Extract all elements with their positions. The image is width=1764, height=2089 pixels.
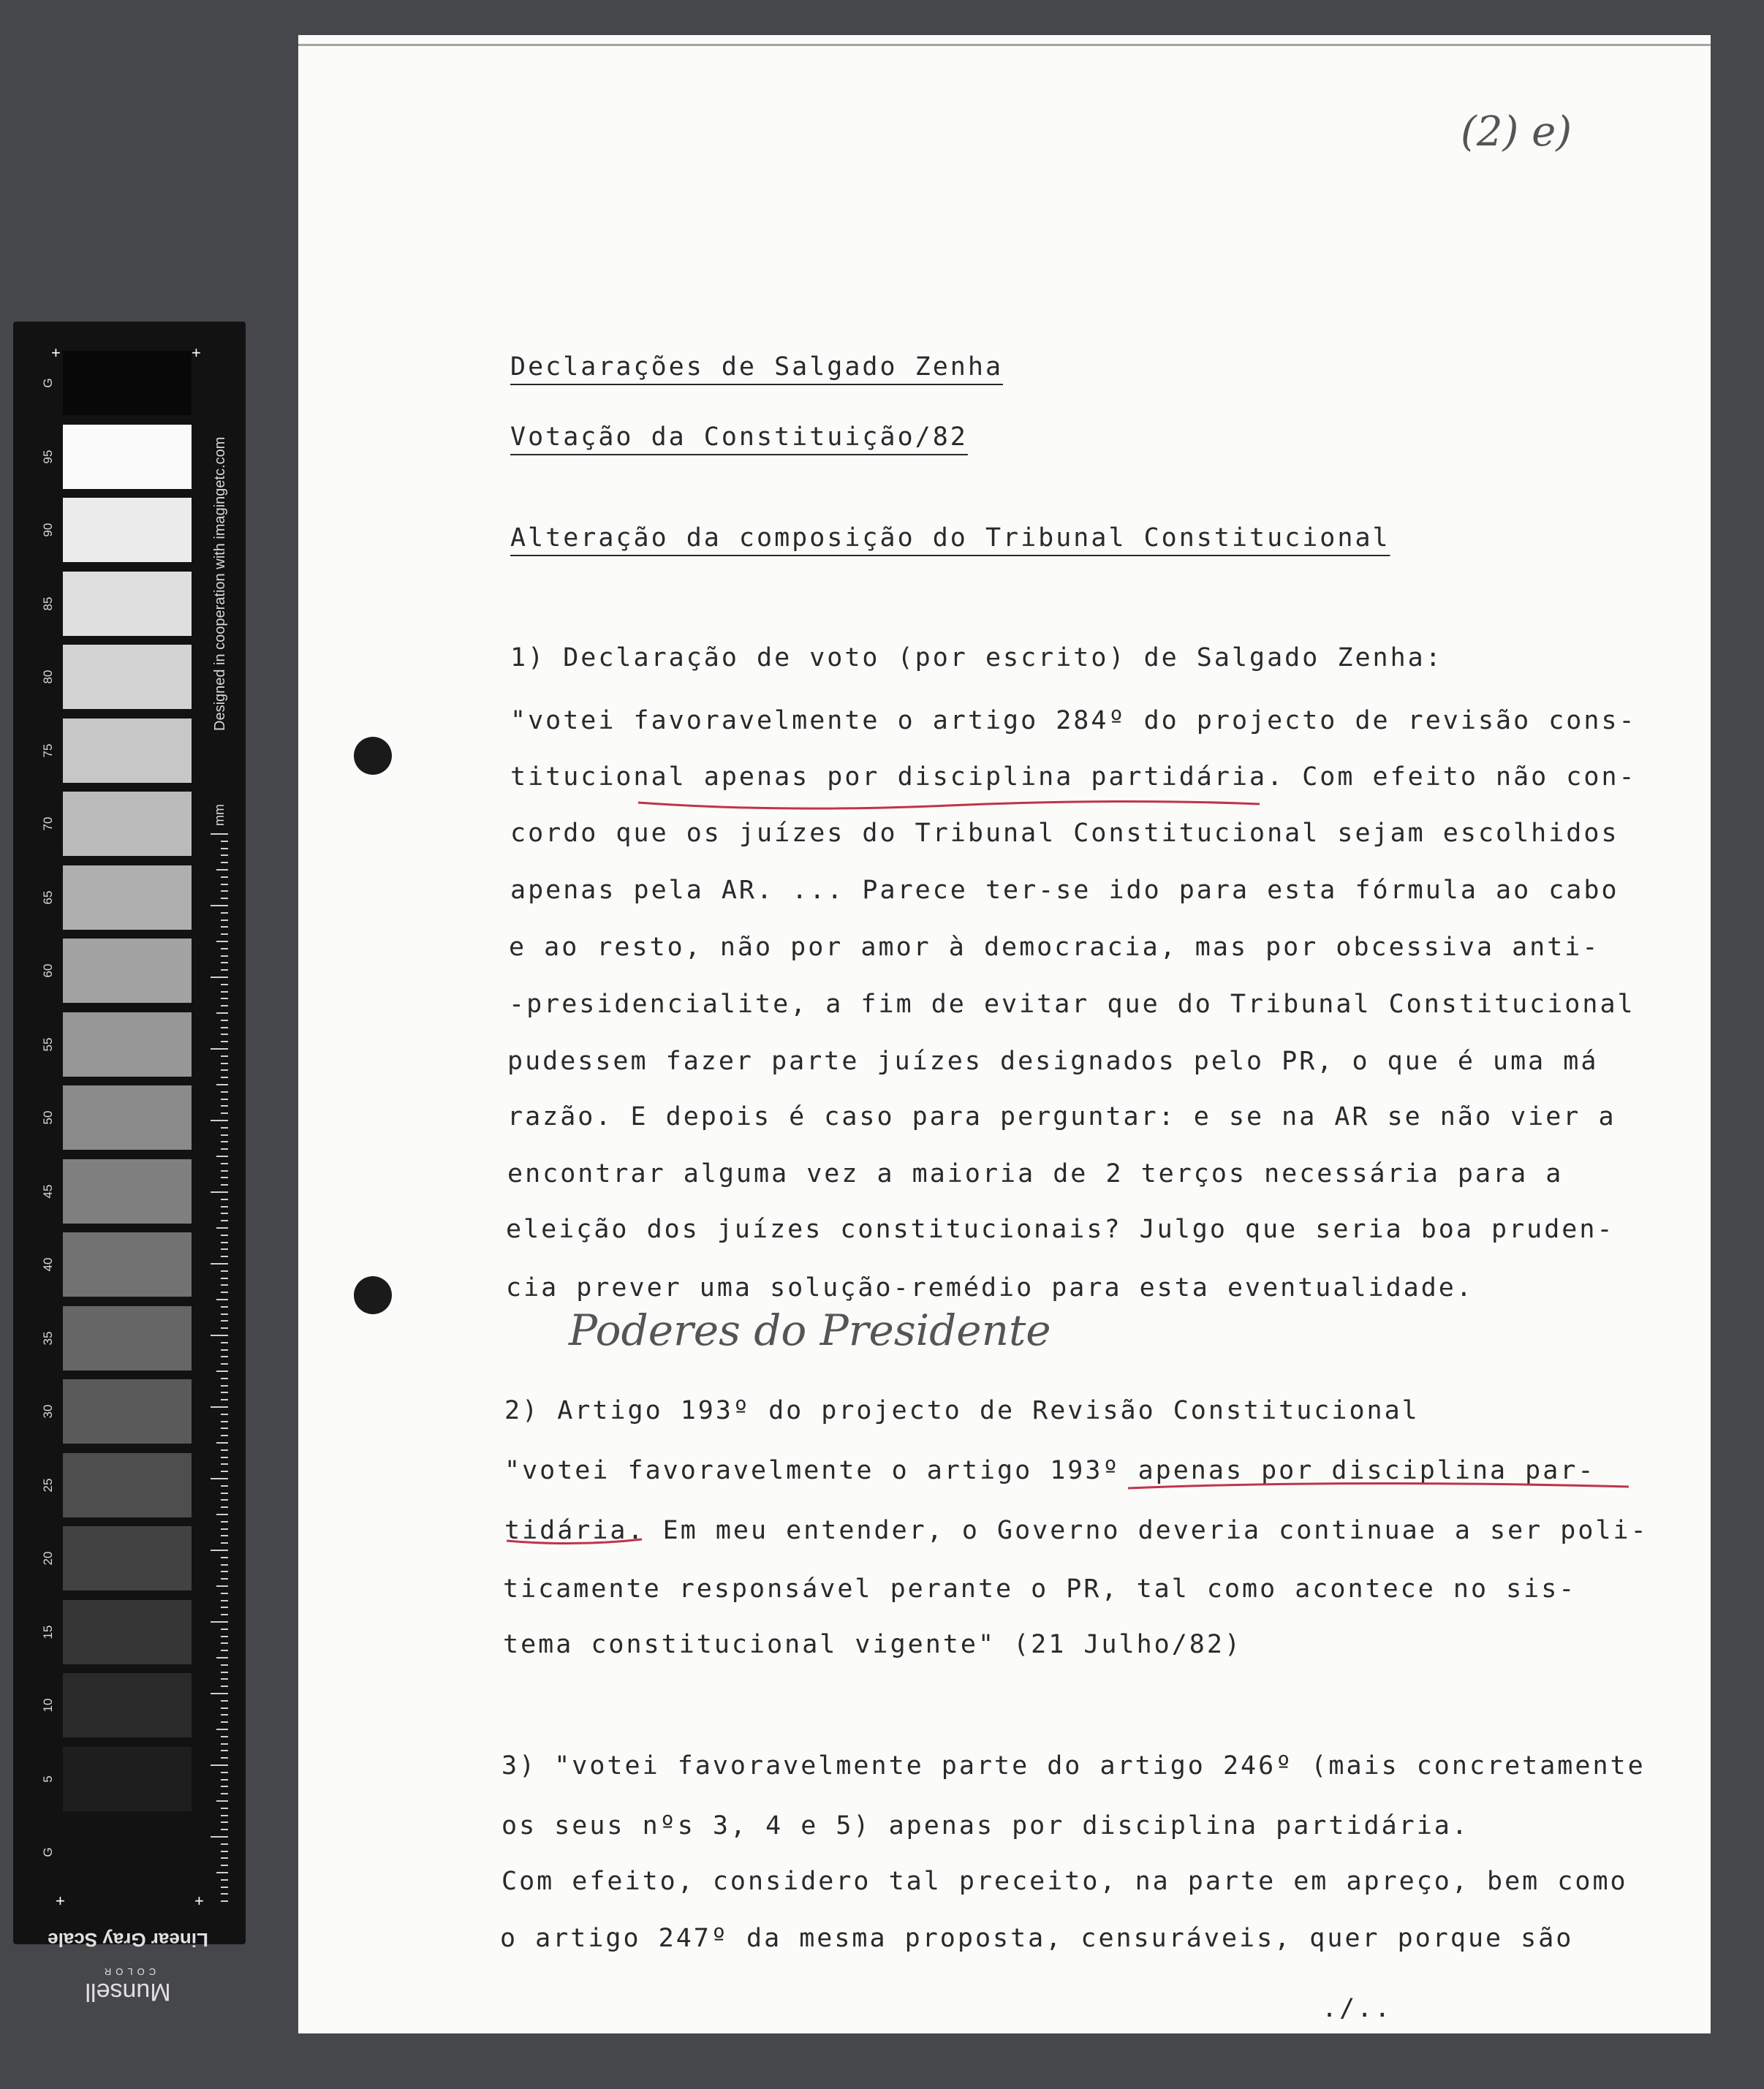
ruler-tick	[221, 1256, 228, 1257]
gray-swatch	[63, 1526, 192, 1591]
red-underline	[635, 788, 1263, 817]
brand-name: Munsell	[85, 1978, 171, 2006]
gray-swatch	[63, 719, 192, 783]
text-line: encontrar alguma vez a maioria de 2 terços necessária para a	[507, 1159, 1564, 1188]
ruler-tick	[221, 1063, 228, 1064]
ruler-tick	[221, 1672, 228, 1673]
ruler-tick	[216, 1299, 228, 1300]
ruler-tick	[211, 1406, 228, 1408]
ruler-tick	[216, 1514, 228, 1515]
ruler-tick	[221, 1721, 228, 1723]
text-line: -presidencialite, a fim de evitar que do Tribunal Constitucional	[509, 990, 1635, 1019]
scale-number: 25	[41, 1478, 55, 1492]
ruler-tick	[221, 1542, 228, 1544]
ruler-tick	[221, 1528, 228, 1530]
ruler-tick	[221, 1736, 228, 1737]
ruler-tick	[211, 1120, 228, 1121]
ruler-tick	[221, 1242, 228, 1243]
ruler-tick	[221, 1091, 228, 1093]
ruler-tick	[221, 1664, 228, 1666]
ruler-tick	[221, 1471, 228, 1472]
ruler-tick	[221, 1034, 228, 1035]
ruler-tick	[221, 1629, 228, 1630]
ruler-tick	[221, 1363, 228, 1365]
ruler-tick	[221, 1808, 228, 1809]
scale-number: 5	[41, 1775, 55, 1783]
ruler-tick	[221, 1686, 228, 1687]
ruler-tick	[221, 1793, 228, 1794]
plus-mark: +	[194, 1892, 204, 1910]
scale-brand	[44, 1966, 212, 2006]
ruler-tick	[216, 1156, 228, 1157]
ruler-tick	[216, 1370, 228, 1372]
ruler-tick	[221, 1206, 228, 1207]
scale-number: 85	[41, 596, 55, 610]
gray-swatch	[63, 1232, 192, 1297]
ruler-tick	[221, 1535, 228, 1536]
gray-swatch	[63, 1747, 192, 1811]
ruler-tick	[221, 933, 228, 935]
scale-number: 45	[41, 1184, 55, 1198]
gray-swatch	[63, 425, 192, 489]
scale-number: 35	[41, 1331, 55, 1345]
ruler-tick	[216, 1227, 228, 1229]
ruler-tick	[216, 1800, 228, 1802]
scale-number: 95	[41, 450, 55, 463]
text-line: 3) "votei favoravelmente parte do artigo 246º (mais concretamente	[501, 1751, 1646, 1781]
gray-swatch	[63, 351, 192, 415]
gray-swatch	[63, 1600, 192, 1664]
ruler-tick	[211, 1048, 228, 1050]
text-line: 1) Declaração de voto (por escrito) de Salgado Zenha:	[510, 643, 1443, 672]
gray-swatch	[63, 1159, 192, 1224]
ruler-tick	[221, 1220, 228, 1221]
text-line: tidária. Em meu entender, o Governo deveria continuae a ser poli-	[504, 1516, 1648, 1545]
ruler-tick	[221, 1879, 228, 1881]
ruler-tick	[221, 1248, 228, 1250]
ruler-tick	[216, 869, 228, 871]
punch-hole	[354, 1276, 392, 1314]
scale-number: 75	[41, 743, 55, 757]
ruler-tick	[221, 1284, 228, 1286]
ruler-tick	[221, 1600, 228, 1601]
gray-scale-card	[13, 322, 246, 1944]
scale-number: 40	[41, 1257, 55, 1272]
gray-swatch	[63, 1820, 192, 1884]
ruler-tick	[221, 962, 228, 963]
scale-title: Linear Gray Scale	[48, 1929, 208, 1951]
ruler-tick	[221, 1127, 228, 1129]
ruler-tick	[221, 1077, 228, 1078]
ruler-tick	[216, 1872, 228, 1873]
ruler-tick	[221, 1707, 228, 1709]
ruler-tick	[221, 1005, 228, 1006]
ruler-tick	[221, 1564, 228, 1566]
ruler-tick	[221, 1435, 228, 1436]
ruler-tick	[221, 1463, 228, 1465]
ruler-tick	[221, 1385, 228, 1387]
ruler-tick	[221, 1700, 228, 1702]
ruler-tick	[221, 1779, 228, 1781]
scale-credit: Designed in cooperation with imagingetc.com	[212, 436, 228, 731]
ruler-tick	[211, 977, 228, 978]
scale-number: 70	[41, 816, 55, 831]
ruler-tick	[221, 1786, 228, 1787]
ruler-tick	[221, 1184, 228, 1186]
gray-swatch	[63, 1453, 192, 1517]
ruler-tick	[221, 1499, 228, 1501]
gray-swatch	[63, 1306, 192, 1370]
ruler-tick	[221, 1428, 228, 1429]
ruler-tick	[221, 1235, 228, 1236]
ruler-tick	[221, 948, 228, 949]
ruler-tick	[221, 1177, 228, 1178]
ruler-tick	[221, 1743, 228, 1745]
ruler-tick	[221, 1714, 228, 1715]
document-page	[298, 35, 1711, 2033]
page-mark: (2) e)	[1461, 108, 1572, 156]
ruler-tick	[221, 1378, 228, 1379]
heading-title: Declarações de Salgado Zenha	[510, 352, 1004, 382]
scale-number: 60	[41, 963, 55, 978]
ruler-tick	[221, 1815, 228, 1816]
ruler-tick	[211, 905, 228, 906]
ruler-tick	[221, 1213, 228, 1214]
continuation-mark: ./..	[1322, 1994, 1393, 2023]
scale-number: 55	[41, 1037, 55, 1051]
ruler-tick	[221, 1607, 228, 1608]
ruler-tick	[216, 1084, 228, 1085]
text-line: titucional apenas por disciplina partidária. Com efeito não con-	[510, 762, 1637, 792]
ruler-tick	[221, 998, 228, 999]
ruler-tick	[216, 941, 228, 942]
ruler-tick	[221, 884, 228, 885]
ruler-tick	[216, 1729, 228, 1730]
ruler-tick	[221, 1642, 228, 1644]
plus-mark: +	[56, 1892, 65, 1910]
ruler-tick	[221, 1356, 228, 1357]
gray-swatch	[63, 498, 192, 562]
text-line: cordo que os juízes do Tribunal Constitucional sejam escolhidos	[510, 819, 1619, 848]
text-line: 2) Artigo 193º do projecto de Revisão Constitucional	[504, 1396, 1420, 1425]
ruler-tick	[216, 1657, 228, 1658]
ruler-tick	[221, 1485, 228, 1487]
text-line: "votei favoravelmente o artigo 284º do projecto de revisão cons-	[510, 706, 1637, 735]
ruler-tick	[211, 833, 228, 835]
scale-number: G	[41, 1847, 55, 1857]
ruler-tick	[211, 1263, 228, 1265]
ruler-tick	[221, 1506, 228, 1508]
ruler-tick	[221, 862, 228, 863]
ruler-tick	[221, 1055, 228, 1057]
ruler-tick	[221, 1270, 228, 1272]
text-line: Com efeito, considero tal preceito, na parte em apreço, bem como	[501, 1867, 1628, 1896]
ruler-tick	[221, 1421, 228, 1422]
ruler-tick	[221, 1772, 228, 1773]
ruler-tick	[221, 1392, 228, 1393]
text-line: razão. E depois é caso para perguntar: e se na AR se não vier a	[507, 1102, 1616, 1131]
ruler-tick	[221, 1099, 228, 1100]
ruler-tick	[211, 1836, 228, 1838]
ruler-tick	[221, 1349, 228, 1351]
scale-number: 50	[41, 1110, 55, 1125]
ruler-tick	[221, 1636, 228, 1637]
scale-number: 15	[41, 1625, 55, 1639]
ruler-tick	[221, 841, 228, 842]
ruler-tick	[221, 1887, 228, 1888]
text-line: ticamente responsável perante o PR, tal como acontece no sis-	[503, 1574, 1577, 1604]
ruler-tick	[221, 1027, 228, 1028]
ruler-tick	[211, 1764, 228, 1766]
gray-swatch	[63, 865, 192, 930]
handwritten-note: Poderes do Presidente	[569, 1305, 1051, 1355]
text-line: "votei favoravelmente o artigo 193º apenas por disciplina par-	[504, 1456, 1596, 1485]
text-line: eleição dos juízes constitucionais? Julgo que seria boa pruden-	[506, 1215, 1615, 1244]
scale-number: 10	[41, 1698, 55, 1713]
ruler-tick	[221, 890, 228, 892]
ruler-tick	[221, 1292, 228, 1293]
ruler-tick	[221, 1571, 228, 1572]
ruler-tick	[221, 912, 228, 914]
gray-swatch	[63, 645, 192, 709]
text-line: apenas pela AR. ... Parece ter-se ido para esta fórmula ao cabo	[510, 876, 1619, 905]
ruler-tick	[211, 1191, 228, 1193]
ruler-tick	[221, 1614, 228, 1615]
ruler-tick	[221, 876, 228, 878]
ruler-tick	[221, 1857, 228, 1859]
ruler-tick	[221, 1170, 228, 1172]
ruler-tick	[221, 1865, 228, 1866]
ruler-tick	[221, 1041, 228, 1042]
ruler-tick	[221, 984, 228, 985]
text-line: os seus nºs 3, 4 e 5) apenas por disciplina partidária.	[501, 1811, 1469, 1840]
scale-number: 80	[41, 670, 55, 684]
heading-topic: Alteração da composição do Tribunal Constitucional	[510, 523, 1390, 553]
ruler-tick	[211, 1621, 228, 1623]
ruler-tick	[216, 1585, 228, 1587]
ruler-tick	[221, 848, 228, 849]
ruler-tick	[221, 1141, 228, 1142]
ruler-tick	[221, 898, 228, 899]
ruler-tick	[221, 1493, 228, 1494]
ruler-tick	[221, 1306, 228, 1308]
ruler-tick	[221, 1342, 228, 1343]
ruler-tick	[221, 969, 228, 971]
punch-hole	[354, 737, 392, 775]
gray-swatch	[63, 1012, 192, 1077]
ruler-tick	[221, 1757, 228, 1759]
ruler-tick	[221, 1020, 228, 1021]
text-line: e ao resto, não por amor à democracia, mas por obcessiva anti-	[509, 933, 1600, 962]
ruler-tick	[221, 1843, 228, 1845]
ruler-tick	[211, 1478, 228, 1479]
brand-sub: COLOR	[99, 1966, 156, 1977]
ruler-tick	[221, 1148, 228, 1150]
ruler-tick	[221, 1112, 228, 1114]
ruler-tick	[221, 1900, 228, 1902]
ruler-tick	[221, 1593, 228, 1594]
ruler-tick	[211, 1693, 228, 1694]
scale-number: G	[41, 378, 55, 388]
ruler-tick	[221, 1821, 228, 1823]
ruler-tick	[221, 1578, 228, 1580]
scale-number: 65	[41, 890, 55, 904]
gray-swatch	[63, 1673, 192, 1737]
ruler-tick	[221, 1457, 228, 1458]
ruler-tick	[221, 1650, 228, 1651]
ruler-tick	[216, 1012, 228, 1014]
gray-swatch	[63, 792, 192, 856]
text-line: o artigo 247º da mesma proposta, censuráveis, quer porque são	[500, 1924, 1574, 1953]
scale-unit: mm	[212, 804, 227, 826]
plus-mark: +	[51, 344, 61, 362]
ruler-tick	[221, 1557, 228, 1558]
ruler-tick	[221, 1134, 228, 1136]
ruler-tick	[221, 1414, 228, 1415]
ruler-tick	[221, 920, 228, 921]
red-underline	[1124, 1475, 1636, 1504]
ruler-tick	[221, 1449, 228, 1451]
ruler-tick	[221, 1851, 228, 1852]
ruler-tick	[221, 1829, 228, 1830]
ruler-tick	[221, 1199, 228, 1200]
ruler-tick	[221, 1313, 228, 1315]
heading-subtitle: Votação da Constituição/82	[510, 422, 968, 452]
scale-number: 20	[41, 1551, 55, 1566]
ruler-tick	[221, 1327, 228, 1329]
ruler-tick	[221, 1521, 228, 1523]
ruler-tick	[221, 1320, 228, 1322]
ruler-tick	[221, 854, 228, 856]
ruler-tick	[221, 1678, 228, 1680]
text-line: cia prever uma solução-remédio para esta eventualidade.	[506, 1273, 1474, 1303]
plus-mark: +	[192, 344, 201, 362]
ruler-tick	[221, 1750, 228, 1751]
ruler-tick	[221, 1163, 228, 1164]
ruler-tick	[221, 1069, 228, 1071]
text-line: pudessem fazer parte juízes designados pelo PR, o que é uma má	[507, 1047, 1599, 1076]
scale-number: 30	[41, 1404, 55, 1419]
ruler-tick	[216, 1442, 228, 1444]
ruler-tick	[221, 991, 228, 993]
gray-swatch	[63, 1085, 192, 1150]
ruler-tick	[221, 1893, 228, 1895]
ruler-tick	[221, 1278, 228, 1279]
page-top-edge	[298, 44, 1711, 46]
scale-number: 90	[41, 523, 55, 537]
ruler-tick	[221, 926, 228, 928]
red-underline	[503, 1531, 649, 1552]
ruler-tick	[211, 1550, 228, 1551]
ruler-tick	[211, 1335, 228, 1336]
ruler-tick	[221, 1399, 228, 1400]
text-line: tema constitucional vigente" (21 Julho/82)	[503, 1630, 1243, 1659]
ruler-tick	[221, 1105, 228, 1107]
gray-swatch	[63, 1379, 192, 1444]
gray-swatch	[63, 939, 192, 1003]
gray-swatch	[63, 572, 192, 636]
ruler-tick	[221, 955, 228, 957]
